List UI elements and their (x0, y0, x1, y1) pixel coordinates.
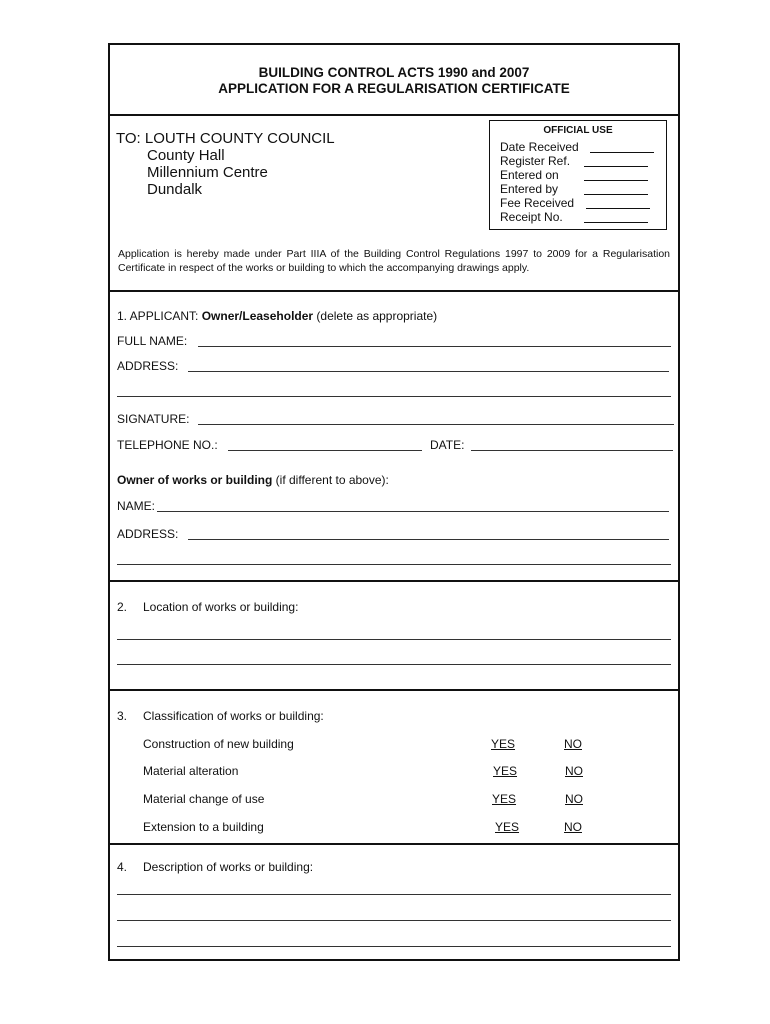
extension-no[interactable]: NO (564, 820, 582, 834)
official-receipt-no: Receipt No. (500, 210, 563, 224)
description-label: Description of works or building: (143, 860, 314, 874)
applicant-heading (117, 309, 437, 323)
form-title-line1: BUILDING CONTROL ACTS 1990 and 2007 (258, 65, 530, 80)
material-alteration-yes[interactable]: YES (493, 764, 518, 778)
date-received-field[interactable] (590, 142, 654, 153)
owner-address-field[interactable] (188, 539, 669, 540)
address-field[interactable] (188, 371, 669, 372)
form-title-line2: APPLICATION FOR A REGULARISATION CERTIFICATE (218, 81, 570, 96)
signature-label: SIGNATURE: (117, 412, 190, 426)
description-section (110, 845, 678, 959)
date-label: DATE: (430, 438, 465, 452)
owner-heading-bold: Owner of works or building (117, 473, 273, 487)
register-ref-field[interactable] (584, 156, 648, 167)
applicant-heading-prefix: 1. APPLICANT: (117, 309, 202, 323)
official-entered-on: Entered on (500, 168, 559, 182)
new-building-yes[interactable]: YES (491, 737, 516, 751)
intro-text: Application is hereby made under Part IIIA of the Building Control Regulations 1997 to 2009 for a Regularisation Certificate in respect of the works or building to which the accompanying drawings apply. (118, 248, 670, 274)
new-building-no[interactable]: NO (564, 737, 582, 751)
owner-name-field[interactable] (157, 511, 669, 512)
date-field[interactable] (471, 450, 673, 451)
addressee-line1: County Hall (147, 147, 225, 164)
addressee-line2: Millennium Centre (147, 164, 268, 181)
entered-on-field[interactable] (584, 170, 648, 181)
location-section (110, 582, 678, 691)
material-alteration-no[interactable]: NO (565, 764, 583, 778)
addressee-line3: Dundalk (147, 181, 203, 198)
change-of-use-no[interactable]: NO (565, 792, 583, 806)
receipt-no-field[interactable] (584, 212, 648, 223)
address-field-line2[interactable] (117, 396, 671, 397)
telephone-field[interactable] (228, 450, 422, 451)
description-field-line3[interactable] (117, 946, 671, 947)
official-entered-by: Entered by (500, 182, 559, 196)
owner-address-field-line2[interactable] (117, 564, 671, 565)
owner-address-label: ADDRESS: (117, 527, 179, 541)
owner-name-label: NAME: (117, 499, 156, 513)
addressee-to: TO: LOUTH COUNTY COUNCIL (116, 130, 335, 147)
classification-section (110, 691, 678, 845)
applicant-heading-bold: Owner/Leaseholder (201, 309, 314, 323)
address-label: ADDRESS: (117, 359, 179, 373)
full-name-label: FULL NAME: (117, 334, 188, 348)
location-field-line2[interactable] (117, 664, 671, 665)
fee-received-field[interactable] (586, 198, 650, 209)
applicant-heading-suffix: (delete as appropriate) (313, 309, 438, 323)
owner-heading-suffix: (if different to above): (272, 473, 389, 487)
extension-yes[interactable]: YES (495, 820, 520, 834)
title-section (110, 45, 678, 116)
classification-number: 3. (117, 709, 128, 723)
regularisation-form (108, 43, 680, 961)
description-number: 4. (117, 860, 128, 874)
telephone-label: TELEPHONE NO.: (117, 438, 218, 452)
signature-field[interactable] (198, 424, 674, 425)
official-fee-received: Fee Received (500, 196, 575, 210)
change-of-use-yes[interactable]: YES (492, 792, 517, 806)
classification-item-change-of-use: Material change of use (143, 792, 265, 806)
official-date-received: Date Received (500, 140, 579, 154)
location-number: 2. (117, 600, 128, 614)
official-use-box (489, 120, 667, 230)
official-use-heading: OFFICIAL USE (543, 125, 613, 136)
classification-item-material-alteration: Material alteration (143, 764, 239, 778)
full-name-field[interactable] (198, 346, 671, 347)
description-field-line1[interactable] (117, 894, 671, 895)
description-field-line2[interactable] (117, 920, 671, 921)
location-label: Location of works or building: (143, 600, 299, 614)
official-register-ref: Register Ref. (500, 154, 571, 168)
location-field-line1[interactable] (117, 639, 671, 640)
classification-label: Classification of works or building: (143, 709, 324, 723)
entered-by-field[interactable] (584, 184, 648, 195)
applicant-section (110, 292, 678, 582)
classification-item-new-building: Construction of new building (143, 737, 294, 751)
classification-item-extension: Extension to a building (143, 820, 264, 834)
owner-heading (117, 473, 389, 487)
